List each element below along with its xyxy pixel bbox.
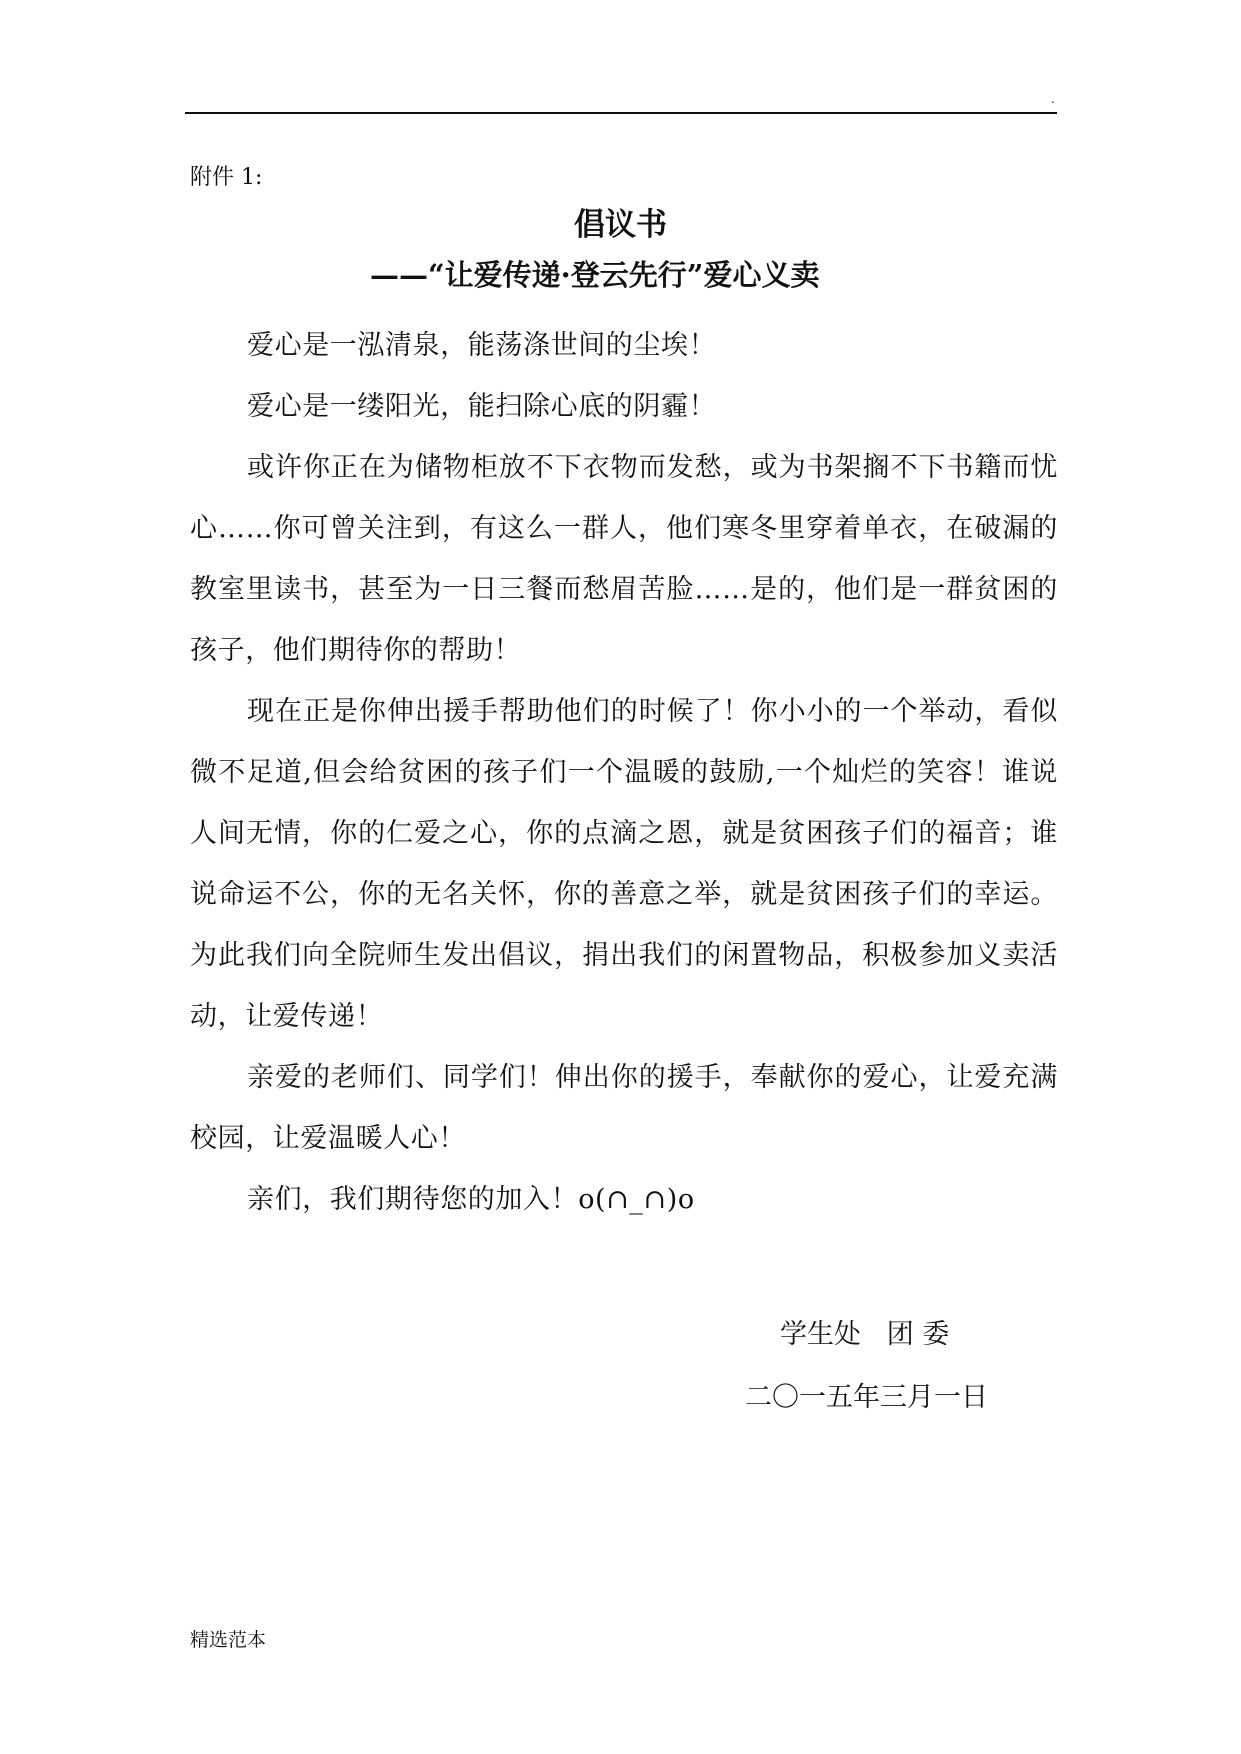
- header-dot: .: [1051, 92, 1055, 106]
- document-body: [190, 315, 1058, 1230]
- paragraph: 或许你正在为储物柜放不下衣物而发愁，或为书架搁不下书籍而忧心……你可曾关注到，有这么一群人，他们寒冬里穿着单衣，在破漏的教室里读书，甚至为一日三餐而愁眉苦脸……是的，他们是一群贫困的孩子，他们期待你的帮助！: [190, 452, 1058, 666]
- document-subtitle: ——“让爱传递·登云先行”爱心义卖: [370, 258, 820, 292]
- paragraph: 爱心是一泓清泉，能荡涤世间的尘埃！: [247, 330, 717, 361]
- paragraph: 亲们，我们期待您的加入！o(∩_∩)o: [247, 1184, 695, 1215]
- header-rule: [185, 112, 1057, 114]
- document-date: 二〇一五年三月一日: [745, 1382, 988, 1413]
- signature: 学生处 团 委: [780, 1319, 950, 1350]
- attachment-label: 附件 1:: [190, 165, 263, 190]
- paragraph: 爱心是一缕阳光，能扫除心底的阴霾！: [247, 391, 717, 422]
- paragraph: 现在正是你伸出援手帮助他们的时候了！你小小的一个举动，看似微不足道,但会给贫困的孩子们一个温暖的鼓励,一个灿烂的笑容！谁说人间无情，你的仁爱之心，你的点滴之恩，就是贫困孩子们的福音；谁说命运不公，你的无名关怀，你的善意之举，就是贫困孩子们的幸运。为此我们向全院师生发出倡议，捐出我们的闲置物品，积极参加义卖活动，让爱传递！: [190, 696, 1058, 1032]
- document-title: 倡议书: [574, 207, 667, 243]
- footer-label: 精选范本: [190, 1629, 267, 1651]
- paragraph: 亲爱的老师们、同学们！伸出你的援手，奉献你的爱心，让爱充满校园，让爱温暖人心！: [190, 1062, 1058, 1154]
